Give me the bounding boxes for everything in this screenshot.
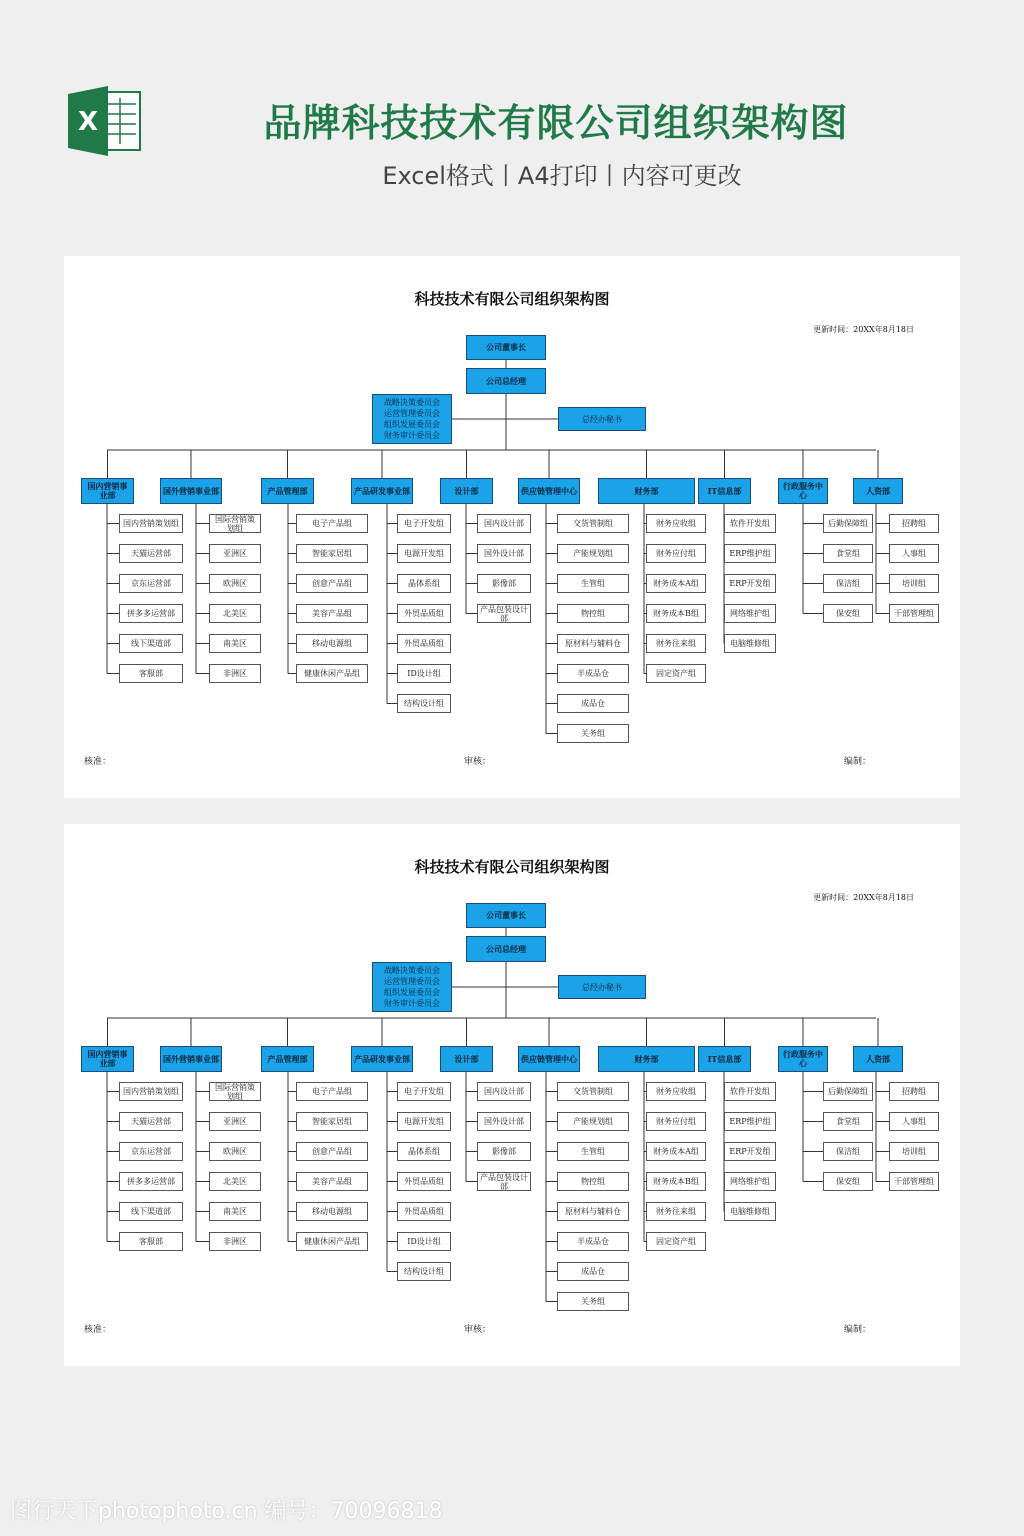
department-node[interactable]: 财务部 (598, 1046, 695, 1072)
updated-date: 更新时间：20XX年8月18日 (813, 325, 914, 334)
sub-unit-node[interactable]: 财务往来组 (646, 1202, 706, 1221)
department-node[interactable]: 供应链管理中心 (518, 478, 580, 504)
watermark: 图行天下photophoto.cn 编号：70096818 (10, 1499, 443, 1524)
sub-unit-node[interactable]: 电脑维修组 (724, 634, 776, 653)
sub-unit-node[interactable]: 财务应付组 (646, 544, 706, 563)
sub-unit-node[interactable]: 培训组 (889, 574, 939, 593)
sub-unit-node[interactable]: 关务组 (557, 1292, 629, 1311)
sub-unit-node[interactable]: 外贸品质组 (397, 1202, 451, 1221)
sub-unit-node[interactable]: 财务应付组 (646, 1112, 706, 1131)
department-node[interactable]: 人资部 (853, 1046, 903, 1072)
department-node[interactable]: 行政服务中心 (778, 1046, 828, 1072)
chart-title: 科技技术有限公司组织架构图 (414, 290, 610, 308)
sub-unit-node[interactable]: 食堂组 (823, 544, 873, 563)
sub-unit-node[interactable]: 外贸品质组 (397, 1172, 451, 1191)
sub-unit-node[interactable]: 半成品仓 (557, 664, 629, 683)
sub-unit-node[interactable]: 电子产品组 (296, 1082, 368, 1101)
sub-unit-node[interactable]: 健康休闲产品组 (296, 1232, 368, 1251)
sub-unit-node[interactable]: ID设计组 (397, 664, 451, 683)
department-node[interactable]: 设计部 (440, 478, 493, 504)
sub-unit-node[interactable]: 人事组 (889, 1112, 939, 1131)
sub-unit-node[interactable]: 结构设计组 (397, 694, 451, 713)
committee-item: 战略决策委员会 (384, 966, 440, 975)
sub-unit-node[interactable]: 移动电源组 (296, 1202, 368, 1221)
org-chart-card (64, 256, 960, 798)
sub-unit-node[interactable]: 产能规划组 (557, 1112, 629, 1131)
updated-date: 更新时间：20XX年8月18日 (813, 893, 914, 902)
sub-unit-node[interactable]: 物控组 (557, 1172, 629, 1191)
department-node[interactable]: 国外营销事业部 (160, 478, 222, 504)
sub-unit-node[interactable]: 电子开发组 (397, 514, 451, 533)
sub-unit-node[interactable]: 产品包装设计部 (477, 1172, 531, 1191)
sub-unit-node[interactable]: 京东运营部 (119, 1142, 183, 1161)
sub-unit-node[interactable]: 拼多多运营部 (119, 1172, 183, 1191)
sub-unit-node[interactable]: 成品仓 (557, 694, 629, 713)
sub-unit-node[interactable]: 线下渠道部 (119, 634, 183, 653)
sub-unit-node[interactable]: 成品仓 (557, 1262, 629, 1281)
department-node[interactable]: 行政服务中心 (778, 478, 828, 504)
secretary-node[interactable]: 总经办秘书 (558, 975, 646, 999)
sub-unit-node[interactable]: 保洁组 (823, 574, 873, 593)
sub-unit-node[interactable]: 创意产品组 (296, 574, 368, 593)
sub-unit-node[interactable]: 国内设计部 (477, 514, 531, 533)
sub-unit-node[interactable]: 亚洲区 (209, 1112, 261, 1131)
footer-review: 审核： (464, 757, 492, 767)
sub-unit-node[interactable]: 欧洲区 (209, 574, 261, 593)
sub-unit-node[interactable]: 智能家居组 (296, 544, 368, 563)
department-node[interactable]: 供应链管理中心 (518, 1046, 580, 1072)
sub-unit-node[interactable]: 保安组 (823, 604, 873, 623)
sub-unit-node[interactable]: 保洁组 (823, 1142, 873, 1161)
sub-unit-node[interactable]: 干部管理组 (889, 604, 939, 623)
sub-unit-node[interactable]: 北美区 (209, 604, 261, 623)
sub-unit-node[interactable]: ID设计组 (397, 1232, 451, 1251)
sub-unit-node[interactable]: 晶体系组 (397, 574, 451, 593)
sub-unit-node[interactable]: 美容产品组 (296, 1172, 368, 1191)
sub-unit-node[interactable]: 关务组 (557, 724, 629, 743)
department-node[interactable]: 国内营销事业部 (81, 1046, 134, 1072)
department-node[interactable]: 国内营销事业部 (81, 478, 134, 504)
department-node[interactable]: IT信息部 (698, 478, 751, 504)
footer-approve: 核准： (84, 1325, 112, 1335)
sub-unit-node[interactable]: 财务成本A组 (646, 574, 706, 593)
sub-unit-node[interactable]: 亚洲区 (209, 544, 261, 563)
sub-unit-node[interactable]: 网络维护组 (724, 1172, 776, 1191)
sub-unit-node[interactable]: 半成品仓 (557, 1232, 629, 1251)
excel-logo-letter: X (77, 107, 99, 137)
sub-unit-node[interactable]: 北美区 (209, 1172, 261, 1191)
committee-item: 组织发展委员会 (384, 988, 440, 997)
sub-unit-node[interactable]: 南美区 (209, 1202, 261, 1221)
footer-review: 审核： (464, 1325, 492, 1335)
page-title: 品牌科技技术有限公司组织架构图 (263, 101, 849, 145)
sub-unit-node[interactable]: 天猫运营部 (119, 544, 183, 563)
sub-unit-node[interactable]: 晶体系组 (397, 1142, 451, 1161)
sub-unit-node[interactable]: 国内营销策划组 (119, 1082, 183, 1101)
sub-unit-node[interactable]: 后勤保障组 (823, 1082, 873, 1101)
sub-unit-node[interactable]: 国际营销策划组 (209, 514, 261, 533)
sub-unit-node[interactable]: 固定资产组 (646, 1232, 706, 1251)
org-chart-card (64, 824, 960, 1366)
sub-unit-node[interactable]: 干部管理组 (889, 1172, 939, 1191)
sub-unit-node[interactable]: 原材料与辅料仓 (557, 634, 629, 653)
footer-compile: 编制： (844, 1325, 872, 1335)
sub-unit-node[interactable]: 智能家居组 (296, 1112, 368, 1131)
footer-compile: 编制： (844, 757, 872, 767)
sub-unit-node[interactable]: 电源开发组 (397, 1112, 451, 1131)
sub-unit-node[interactable]: 固定资产组 (646, 664, 706, 683)
sub-unit-node[interactable]: 产品包装设计部 (477, 604, 531, 623)
sub-unit-node[interactable]: 国际营销策划组 (209, 1082, 261, 1101)
department-node[interactable]: 人资部 (853, 478, 903, 504)
sub-unit-node[interactable]: 保安组 (823, 1172, 873, 1191)
sub-unit-node[interactable]: 美容产品组 (296, 604, 368, 623)
sub-unit-node[interactable]: 生管组 (557, 574, 629, 593)
sub-unit-node[interactable]: 京东运营部 (119, 574, 183, 593)
sub-unit-node[interactable]: 交货管制组 (557, 514, 629, 533)
committee-item: 战略决策委员会 (384, 398, 440, 407)
department-node[interactable]: 产品研发事业部 (351, 478, 413, 504)
sub-unit-node[interactable]: ERP维护组 (724, 1112, 776, 1131)
sub-unit-node[interactable]: 电源开发组 (397, 544, 451, 563)
sub-unit-node[interactable]: 创意产品组 (296, 1142, 368, 1161)
sub-unit-node[interactable]: 生管组 (557, 1142, 629, 1161)
footer-approve: 核准： (84, 757, 112, 767)
sub-unit-node[interactable]: 原材料与辅料仓 (557, 1202, 629, 1221)
sub-unit-node[interactable]: 外贸品质组 (397, 604, 451, 623)
sub-unit-node[interactable]: 财务成本A组 (646, 1142, 706, 1161)
committee-item: 运营管理委员会 (384, 977, 440, 986)
sub-unit-node[interactable]: 影像部 (477, 574, 531, 593)
sub-unit-node[interactable]: 健康休闲产品组 (296, 664, 368, 683)
sub-unit-node[interactable]: 财务往来组 (646, 634, 706, 653)
sub-unit-node[interactable]: 产能规划组 (557, 544, 629, 563)
department-node[interactable]: 产品研发事业部 (351, 1046, 413, 1072)
sub-unit-node[interactable]: 客服部 (119, 664, 183, 683)
sub-unit-node[interactable]: 网络维护组 (724, 604, 776, 623)
sub-unit-node[interactable]: 线下渠道部 (119, 1202, 183, 1221)
sub-unit-node[interactable]: 软件开发组 (724, 1082, 776, 1101)
chairman-node[interactable]: 公司董事长 (466, 903, 546, 928)
sub-unit-node[interactable]: 国外设计部 (477, 544, 531, 563)
chairman-node[interactable]: 公司董事长 (466, 335, 546, 360)
page-subtitle: Excel格式丨A4打印丨内容可更改 (382, 162, 742, 190)
sub-unit-node[interactable]: 后勤保障组 (823, 514, 873, 533)
department-node[interactable]: 产品管理部 (261, 478, 314, 504)
department-node[interactable]: 设计部 (440, 1046, 493, 1072)
department-node[interactable]: 国外营销事业部 (160, 1046, 222, 1072)
secretary-node[interactable]: 总经办秘书 (558, 407, 646, 431)
sub-unit-node[interactable]: 非洲区 (209, 1232, 261, 1251)
committee-item: 财务审计委员会 (384, 999, 440, 1008)
sub-unit-node[interactable]: 交货管制组 (557, 1082, 629, 1101)
sub-unit-node[interactable]: 外贸品质组 (397, 634, 451, 653)
committee-item: 运营管理委员会 (384, 409, 440, 418)
sub-unit-node[interactable]: 拼多多运营部 (119, 604, 183, 623)
committee-node[interactable] (372, 394, 452, 444)
sub-unit-node[interactable]: 非洲区 (209, 664, 261, 683)
chart-title: 科技技术有限公司组织架构图 (414, 858, 610, 876)
sub-unit-node[interactable]: 移动电源组 (296, 634, 368, 653)
committee-item: 财务审计委员会 (384, 431, 440, 440)
department-node[interactable]: 财务部 (598, 478, 695, 504)
sub-unit-node[interactable]: 结构设计组 (397, 1262, 451, 1281)
sub-unit-node[interactable]: 物控组 (557, 604, 629, 623)
sub-unit-node[interactable]: 电脑维修组 (724, 1202, 776, 1221)
sub-unit-node[interactable]: 南美区 (209, 634, 261, 653)
general-manager-node[interactable]: 公司总经理 (466, 368, 546, 394)
sub-unit-node[interactable]: 欧洲区 (209, 1142, 261, 1161)
sub-unit-node[interactable]: 食堂组 (823, 1112, 873, 1131)
sub-unit-node[interactable]: 国内营销策划组 (119, 514, 183, 533)
sub-unit-node[interactable]: ERP维护组 (724, 544, 776, 563)
committee-item: 组织发展委员会 (384, 420, 440, 429)
sub-unit-node[interactable]: 电子开发组 (397, 1082, 451, 1101)
sub-unit-node[interactable]: ERP开发组 (724, 574, 776, 593)
sub-unit-node[interactable]: 财务应收组 (646, 1082, 706, 1101)
general-manager-node[interactable]: 公司总经理 (466, 936, 546, 962)
sub-unit-node[interactable]: 软件开发组 (724, 514, 776, 533)
sub-unit-node[interactable]: 人事组 (889, 544, 939, 563)
sub-unit-node[interactable]: 国外设计部 (477, 1112, 531, 1131)
sub-unit-node[interactable]: 影像部 (477, 1142, 531, 1161)
sub-unit-node[interactable]: 财务应收组 (646, 514, 706, 533)
sub-unit-node[interactable]: 招聘组 (889, 1082, 939, 1101)
sub-unit-node[interactable]: 客服部 (119, 1232, 183, 1251)
sub-unit-node[interactable]: 财务成本B组 (646, 604, 706, 623)
sub-unit-node[interactable]: 培训组 (889, 1142, 939, 1161)
department-node[interactable]: 产品管理部 (261, 1046, 314, 1072)
sub-unit-node[interactable]: 财务成本B组 (646, 1172, 706, 1191)
sub-unit-node[interactable]: 天猫运营部 (119, 1112, 183, 1131)
department-node[interactable]: IT信息部 (698, 1046, 751, 1072)
sub-unit-node[interactable]: 国内设计部 (477, 1082, 531, 1101)
sub-unit-node[interactable]: 电子产品组 (296, 514, 368, 533)
sub-unit-node[interactable]: ERP开发组 (724, 1142, 776, 1161)
committee-node[interactable] (372, 962, 452, 1012)
sub-unit-node[interactable]: 招聘组 (889, 514, 939, 533)
